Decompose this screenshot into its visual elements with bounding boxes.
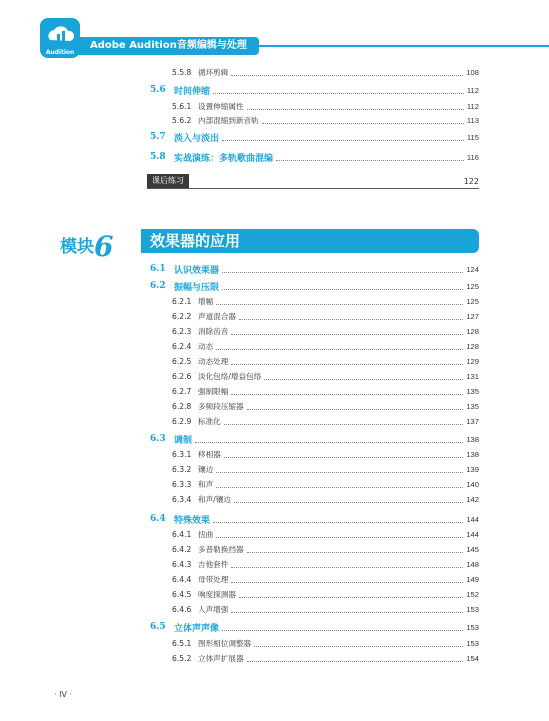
toc-subsection-row[interactable] <box>172 414 479 428</box>
toc-number: 6.2.9 <box>172 416 192 426</box>
toc-leader-dots <box>231 612 463 613</box>
toc-leader-dots <box>247 661 464 662</box>
toc-section-row[interactable] <box>150 262 479 276</box>
toc-number: 6.2.4 <box>172 341 192 351</box>
toc-number: 6.3.4 <box>172 494 192 504</box>
toc-page-number: 148 <box>466 559 479 569</box>
toc-page-number: 128 <box>466 326 479 336</box>
toc-page-number: 129 <box>466 356 479 366</box>
toc-leader-dots <box>231 75 463 76</box>
toc-number: 6.2.6 <box>172 371 192 381</box>
toc-section-row[interactable] <box>150 279 479 293</box>
toc-number: 6.3.2 <box>172 464 192 474</box>
module-label <box>60 226 114 263</box>
toc-page-number: 127 <box>466 311 479 321</box>
toc-page-number: 142 <box>466 494 479 504</box>
toc-title: 立体声声像 <box>174 623 220 634</box>
toc-leader-dots <box>254 646 463 647</box>
toc-leader-dots <box>231 334 463 335</box>
toc-page-number: 140 <box>466 479 479 489</box>
exercise-row[interactable] <box>147 174 479 189</box>
toc-title: 多频段压缩器 <box>198 401 244 411</box>
toc-subsection-row[interactable] <box>172 384 479 398</box>
toc-number: 6.5.2 <box>172 653 192 663</box>
toc-number: 6.1 <box>150 264 166 274</box>
toc-leader-dots <box>239 319 463 320</box>
toc-leader-dots <box>216 472 463 473</box>
toc-subsection-row[interactable] <box>172 462 479 476</box>
toc-section-row[interactable] <box>150 432 479 446</box>
toc-page-number: 145 <box>466 544 479 554</box>
toc-leader-dots <box>222 630 463 631</box>
toc-subsection-row[interactable] <box>172 492 479 506</box>
toc-title: 移相器 <box>198 449 221 459</box>
toc-leader-dots <box>222 140 464 141</box>
toc-title: 响度探测器 <box>198 589 236 599</box>
toc-number: 6.4.1 <box>172 529 192 539</box>
toc-title: 镶边 <box>198 464 214 474</box>
toc-subsection-row[interactable] <box>172 354 479 368</box>
toc-title: 声道混合器 <box>198 311 236 321</box>
toc-title: 设置伸缩属性 <box>198 101 244 111</box>
toc-title: 循环剪辑 <box>198 67 229 77</box>
toc-leader-dots <box>222 289 463 290</box>
toc-section-row[interactable] <box>150 130 479 144</box>
toc-title: 标准化 <box>198 416 221 426</box>
toc-leader-dots <box>216 537 463 538</box>
toc-section-row[interactable] <box>150 512 479 526</box>
toc-number: 5.5.8 <box>172 67 192 77</box>
toc-subsection-row[interactable] <box>172 309 479 323</box>
toc-page-number: 124 <box>466 264 479 274</box>
toc-title: 立体声扩展器 <box>198 653 244 663</box>
module-title: 效果器的应用 <box>150 232 241 250</box>
toc-page-number: 154 <box>466 653 479 663</box>
toc-section-row[interactable] <box>150 620 479 634</box>
toc-page-number: 113 <box>466 115 479 125</box>
toc-leader-dots <box>213 93 464 94</box>
toc-page-number: 144 <box>466 529 479 539</box>
toc-number: 5.6 <box>150 85 166 95</box>
toc-page-number: 153 <box>466 638 479 648</box>
toc-number: 6.3.1 <box>172 449 192 459</box>
toc-page-number: 135 <box>466 386 479 396</box>
toc-number: 6.2.1 <box>172 296 192 306</box>
toc-leader-dots <box>262 123 464 124</box>
toc-number: 6.5.1 <box>172 638 192 648</box>
toc-number: 6.4.6 <box>172 604 192 614</box>
toc-leader-dots <box>224 424 464 425</box>
toc-page-number: 108 <box>466 67 479 77</box>
toc-number: 6.3 <box>150 434 166 444</box>
toc-subsection-row[interactable] <box>172 602 479 616</box>
toc-leader-dots <box>231 394 463 395</box>
toc-number: 6.4.3 <box>172 559 192 569</box>
toc-title: 多普勒换挡器 <box>198 544 244 554</box>
toc-number: 6.2.3 <box>172 326 192 336</box>
toc-page-number: 144 <box>466 514 479 524</box>
toc-section-row[interactable] <box>150 83 479 97</box>
toc-subsection-row[interactable] <box>172 557 479 571</box>
toc-title: 扭曲 <box>198 529 214 539</box>
toc-page-number: 139 <box>466 464 479 474</box>
toc-page-number: 149 <box>466 574 479 584</box>
toc-page-number: 128 <box>466 341 479 351</box>
toc-title: 动态 <box>198 341 214 351</box>
toc-leader-dots <box>234 502 463 503</box>
toc-title: 消除齿音 <box>198 326 229 336</box>
toc-number: 6.2 <box>150 281 166 291</box>
toc-title: 吉他套件 <box>198 559 229 569</box>
toc-number: 6.4.4 <box>172 574 192 584</box>
toc-page-number: 137 <box>466 416 479 426</box>
toc-title: 母带处理 <box>198 574 229 584</box>
toc-leader-dots <box>224 457 464 458</box>
toc-number: 6.2.7 <box>172 386 192 396</box>
toc-section-row[interactable] <box>150 150 479 164</box>
toc-number: 6.2.5 <box>172 356 192 366</box>
toc-title: 和声 <box>198 479 214 489</box>
toc-page-number: 153 <box>466 622 479 632</box>
toc-leader-dots <box>247 109 464 110</box>
toc-title: 振幅与压限 <box>174 282 220 293</box>
toc-title: 调制 <box>174 435 193 446</box>
toc-number: 6.5 <box>150 622 166 632</box>
toc-number: 6.3.3 <box>172 479 192 489</box>
toc-number: 5.7 <box>150 132 166 142</box>
toc-title: 动态处理 <box>198 356 229 366</box>
toc-subsection-row[interactable] <box>172 542 479 556</box>
toc-title: 和声/镶边 <box>198 494 231 504</box>
toc-title: 人声增强 <box>198 604 229 614</box>
toc-subsection-row[interactable] <box>172 399 479 413</box>
toc-number: 6.4.2 <box>172 544 192 554</box>
toc-leader-dots <box>231 364 463 365</box>
toc-page-number: 138 <box>466 434 479 444</box>
toc-page-number: 138 <box>466 449 479 459</box>
toc-title: 淡化包络/增益包络 <box>198 371 262 381</box>
exercise-page: 122 <box>463 176 479 186</box>
toc-leader-dots <box>239 597 463 598</box>
toc-leader-dots <box>222 272 463 273</box>
exercise-label: 课后练习 <box>147 174 189 188</box>
toc-subsection-row[interactable] <box>172 572 479 586</box>
toc-page-number: 125 <box>466 281 479 291</box>
toc-subsection-row[interactable] <box>172 636 479 650</box>
toc-page-number: 116 <box>466 152 479 162</box>
toc-subsection-row[interactable] <box>172 324 479 338</box>
toc-title: 特殊效果 <box>174 515 211 526</box>
toc-leader-dots <box>231 567 463 568</box>
toc-number: 6.4 <box>150 514 166 524</box>
toc-subsection-row[interactable] <box>172 294 479 308</box>
logo-text: Audition <box>45 49 75 56</box>
toc-number: 5.8 <box>150 152 166 162</box>
toc-number: 5.6.1 <box>172 101 192 111</box>
toc-leader-dots <box>264 379 463 380</box>
toc-number: 6.2.2 <box>172 311 192 321</box>
toc-subsection-row[interactable] <box>172 339 479 353</box>
toc-subsection-row[interactable] <box>172 447 479 461</box>
toc-leader-dots <box>195 442 463 443</box>
toc-number: 6.2.8 <box>172 401 192 411</box>
toc-title: 时间伸缩 <box>174 86 211 97</box>
toc-title: 强制限幅 <box>198 386 229 396</box>
toc-subsection-row[interactable] <box>172 651 479 665</box>
toc-leader-dots <box>247 552 464 553</box>
toc-page-number: 135 <box>466 401 479 411</box>
toc-page-number: 125 <box>466 296 479 306</box>
toc-page-number: 131 <box>466 371 479 381</box>
toc-subsection-row[interactable] <box>172 65 479 79</box>
toc-leader-dots <box>247 409 464 410</box>
toc-leader-dots <box>216 304 463 305</box>
toc-title: 内部混缩到新音轨 <box>198 115 259 125</box>
module-word: 模块 <box>60 237 94 257</box>
toc-leader-dots <box>276 160 464 161</box>
toc-subsection-row[interactable] <box>172 587 479 601</box>
toc-title: 图形相位调整器 <box>198 638 252 648</box>
book-title: Adobe Audition音频编辑与处理 <box>66 37 259 55</box>
toc-title: 实战演练：多轨歌曲混编 <box>174 153 274 164</box>
toc-title: 淡入与淡出 <box>174 133 220 144</box>
toc-title: 增幅 <box>198 296 214 306</box>
toc-page-number: 152 <box>466 589 479 599</box>
module-number: 6 <box>94 230 114 263</box>
toc-page-number: 115 <box>466 132 479 142</box>
toc-page-number: 112 <box>466 85 479 95</box>
toc-page-number: 112 <box>466 101 479 111</box>
toc-subsection-row[interactable] <box>172 477 479 491</box>
toc-leader-dots <box>213 522 463 523</box>
toc-subsection-row[interactable] <box>172 369 479 383</box>
toc-subsection-row[interactable] <box>172 113 479 127</box>
toc-page-number: 153 <box>466 604 479 614</box>
toc-leader-dots <box>216 487 463 488</box>
toc-number: 5.6.2 <box>172 115 192 125</box>
page-number: · IV · <box>54 690 73 699</box>
toc-subsection-row[interactable] <box>172 527 479 541</box>
toc-leader-dots <box>216 349 463 350</box>
toc-number: 6.4.5 <box>172 589 192 599</box>
toc-subsection-row[interactable] <box>172 99 479 113</box>
toc-leader-dots <box>231 582 463 583</box>
toc-title: 认识效果器 <box>174 265 220 276</box>
